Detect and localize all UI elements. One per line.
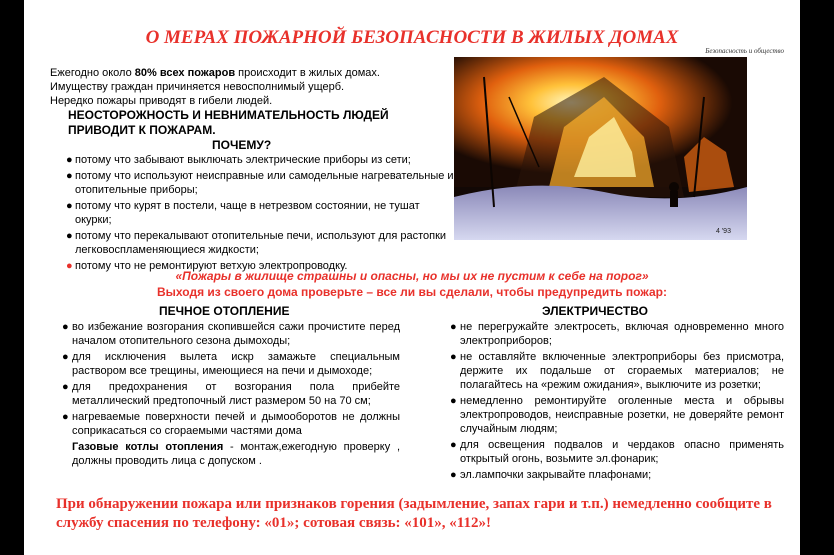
bullet-icon: ● (66, 260, 73, 272)
intro-line-1: Ежегодно около 80% всех пожаров происходит в жилых домах. (50, 67, 380, 79)
bullet-icon: ● (450, 351, 457, 363)
slogan: «Пожары в жилище страшны и опасны, но мы их не пустим к себе на порог» (175, 269, 649, 283)
list-item: ● потому что курят в постели, чаще в нетрезвом состоянии, не тушат окурки; (66, 200, 420, 226)
list-item: ● немедленно ремонтируйте оголенные места и обрывы электропроводов, неисправные розетки, не доверяйте ремонт случайным людям; (450, 395, 784, 435)
intro-text (50, 66, 450, 108)
bullet-icon: ● (450, 469, 457, 481)
list-item: ● для освещения подвалов и чердаков опасно применять открытый огонь, возьмите эл.фонарик; (450, 439, 784, 465)
bullet-icon: ● (66, 170, 73, 182)
bullet-icon: ● (66, 200, 73, 212)
list-item: ● для предохранения от возгорания пола прибейте металлический предтопочный лист размером 50 на 70 см; (62, 381, 400, 407)
list-item: ● эл.лампочки закрывайте плафонами; (450, 469, 652, 481)
bullet-icon: ● (450, 439, 457, 451)
list-item: ● во избежание возгорания скопившейся сажи прочистите перед началом отопительного сезона дымоходы; (62, 321, 400, 347)
check-line: Выходя из своего дома проверьте – все ли вы сделали, чтобы предупредить пожар: (157, 285, 667, 299)
list-item: ● потому что забывают выключать электрические приборы из сети; (66, 154, 411, 166)
intro-line-3: Нередко пожары приводят в гибели людей. (50, 95, 273, 107)
list-item: ● не перегружайте электросеть, включая одновременно много электроприборов; (450, 321, 784, 347)
house-fire-photo (454, 57, 747, 240)
bullet-icon: ● (66, 230, 73, 242)
warning-heading: НЕОСТОРОЖНОСТЬ И НЕВНИМАТЕЛЬНОСТЬ ЛЮДЕЙ ПРИВОДИТ К ПОЖАРАМ. (68, 108, 389, 137)
intro-line-2: Имуществу граждан причиняется невосполнимый ущерб. (50, 81, 345, 93)
stove-heading: ПЕЧНОЕ ОТОПЛЕНИЕ (159, 304, 290, 318)
why-list (65, 153, 455, 275)
bullet-icon: ● (450, 321, 457, 333)
bullet-icon: ● (62, 321, 69, 333)
bullet-icon: ● (62, 381, 69, 393)
bullet-icon: ● (66, 154, 73, 166)
bullet-icon: ● (62, 351, 69, 363)
photo-date-stamp: 4 '93 (716, 228, 731, 235)
list-item: ● не оставляйте включенные электроприборы без присмотра, держите их подальше от сгораемых материалов; не полагайтесь на «режим ожидания», выключите из розетки; (450, 351, 784, 391)
bullet-icon: ● (450, 395, 457, 407)
list-item: ● нагреваемые поверхности печей и дымооборотов не должны соприкасаться со сгораемыми частями дома (62, 411, 400, 437)
stove-list (60, 320, 400, 468)
why-heading: ПОЧЕМУ? (212, 138, 272, 152)
bullet-icon: ● (62, 411, 69, 423)
emergency-notice: При обнаружении пожара или признаков горения (задымление, запах гари и т.п.) немедленно сообщите в службу спасения по телефону: «01»; сотовая связь: «101», «112»! (56, 496, 772, 531)
list-item: ● потому что перекалывают отопительные печи, используют для растопки легковоспламеняющиеся жидкости; (66, 230, 447, 256)
electric-list (448, 320, 784, 484)
poster (24, 0, 800, 555)
list-item: ● потому что не ремонтируют ветхую электропроводку. (66, 260, 348, 272)
gas-boiler-note: Газовые котлы отопления - монтаж,ежегодную проверку , должны проводить лица с допуском . (72, 441, 400, 467)
list-item: ● для исключения вылета искр замажьте специальным раствором все трещины, имеющиеся на печи и дымоходе; (62, 351, 400, 377)
electric-heading: ЭЛЕКТРИЧЕСТВО (542, 304, 648, 318)
list-item: ● потому что используют неисправные или самодельные нагревательные и отопительные приборы; (66, 170, 454, 196)
poster-subtitle: Безопасность и общество (705, 47, 784, 55)
poster-title: О МЕРАХ ПОЖАРНОЙ БЕЗОПАСНОСТИ В ЖИЛЫХ ДОМАХ (145, 27, 679, 48)
